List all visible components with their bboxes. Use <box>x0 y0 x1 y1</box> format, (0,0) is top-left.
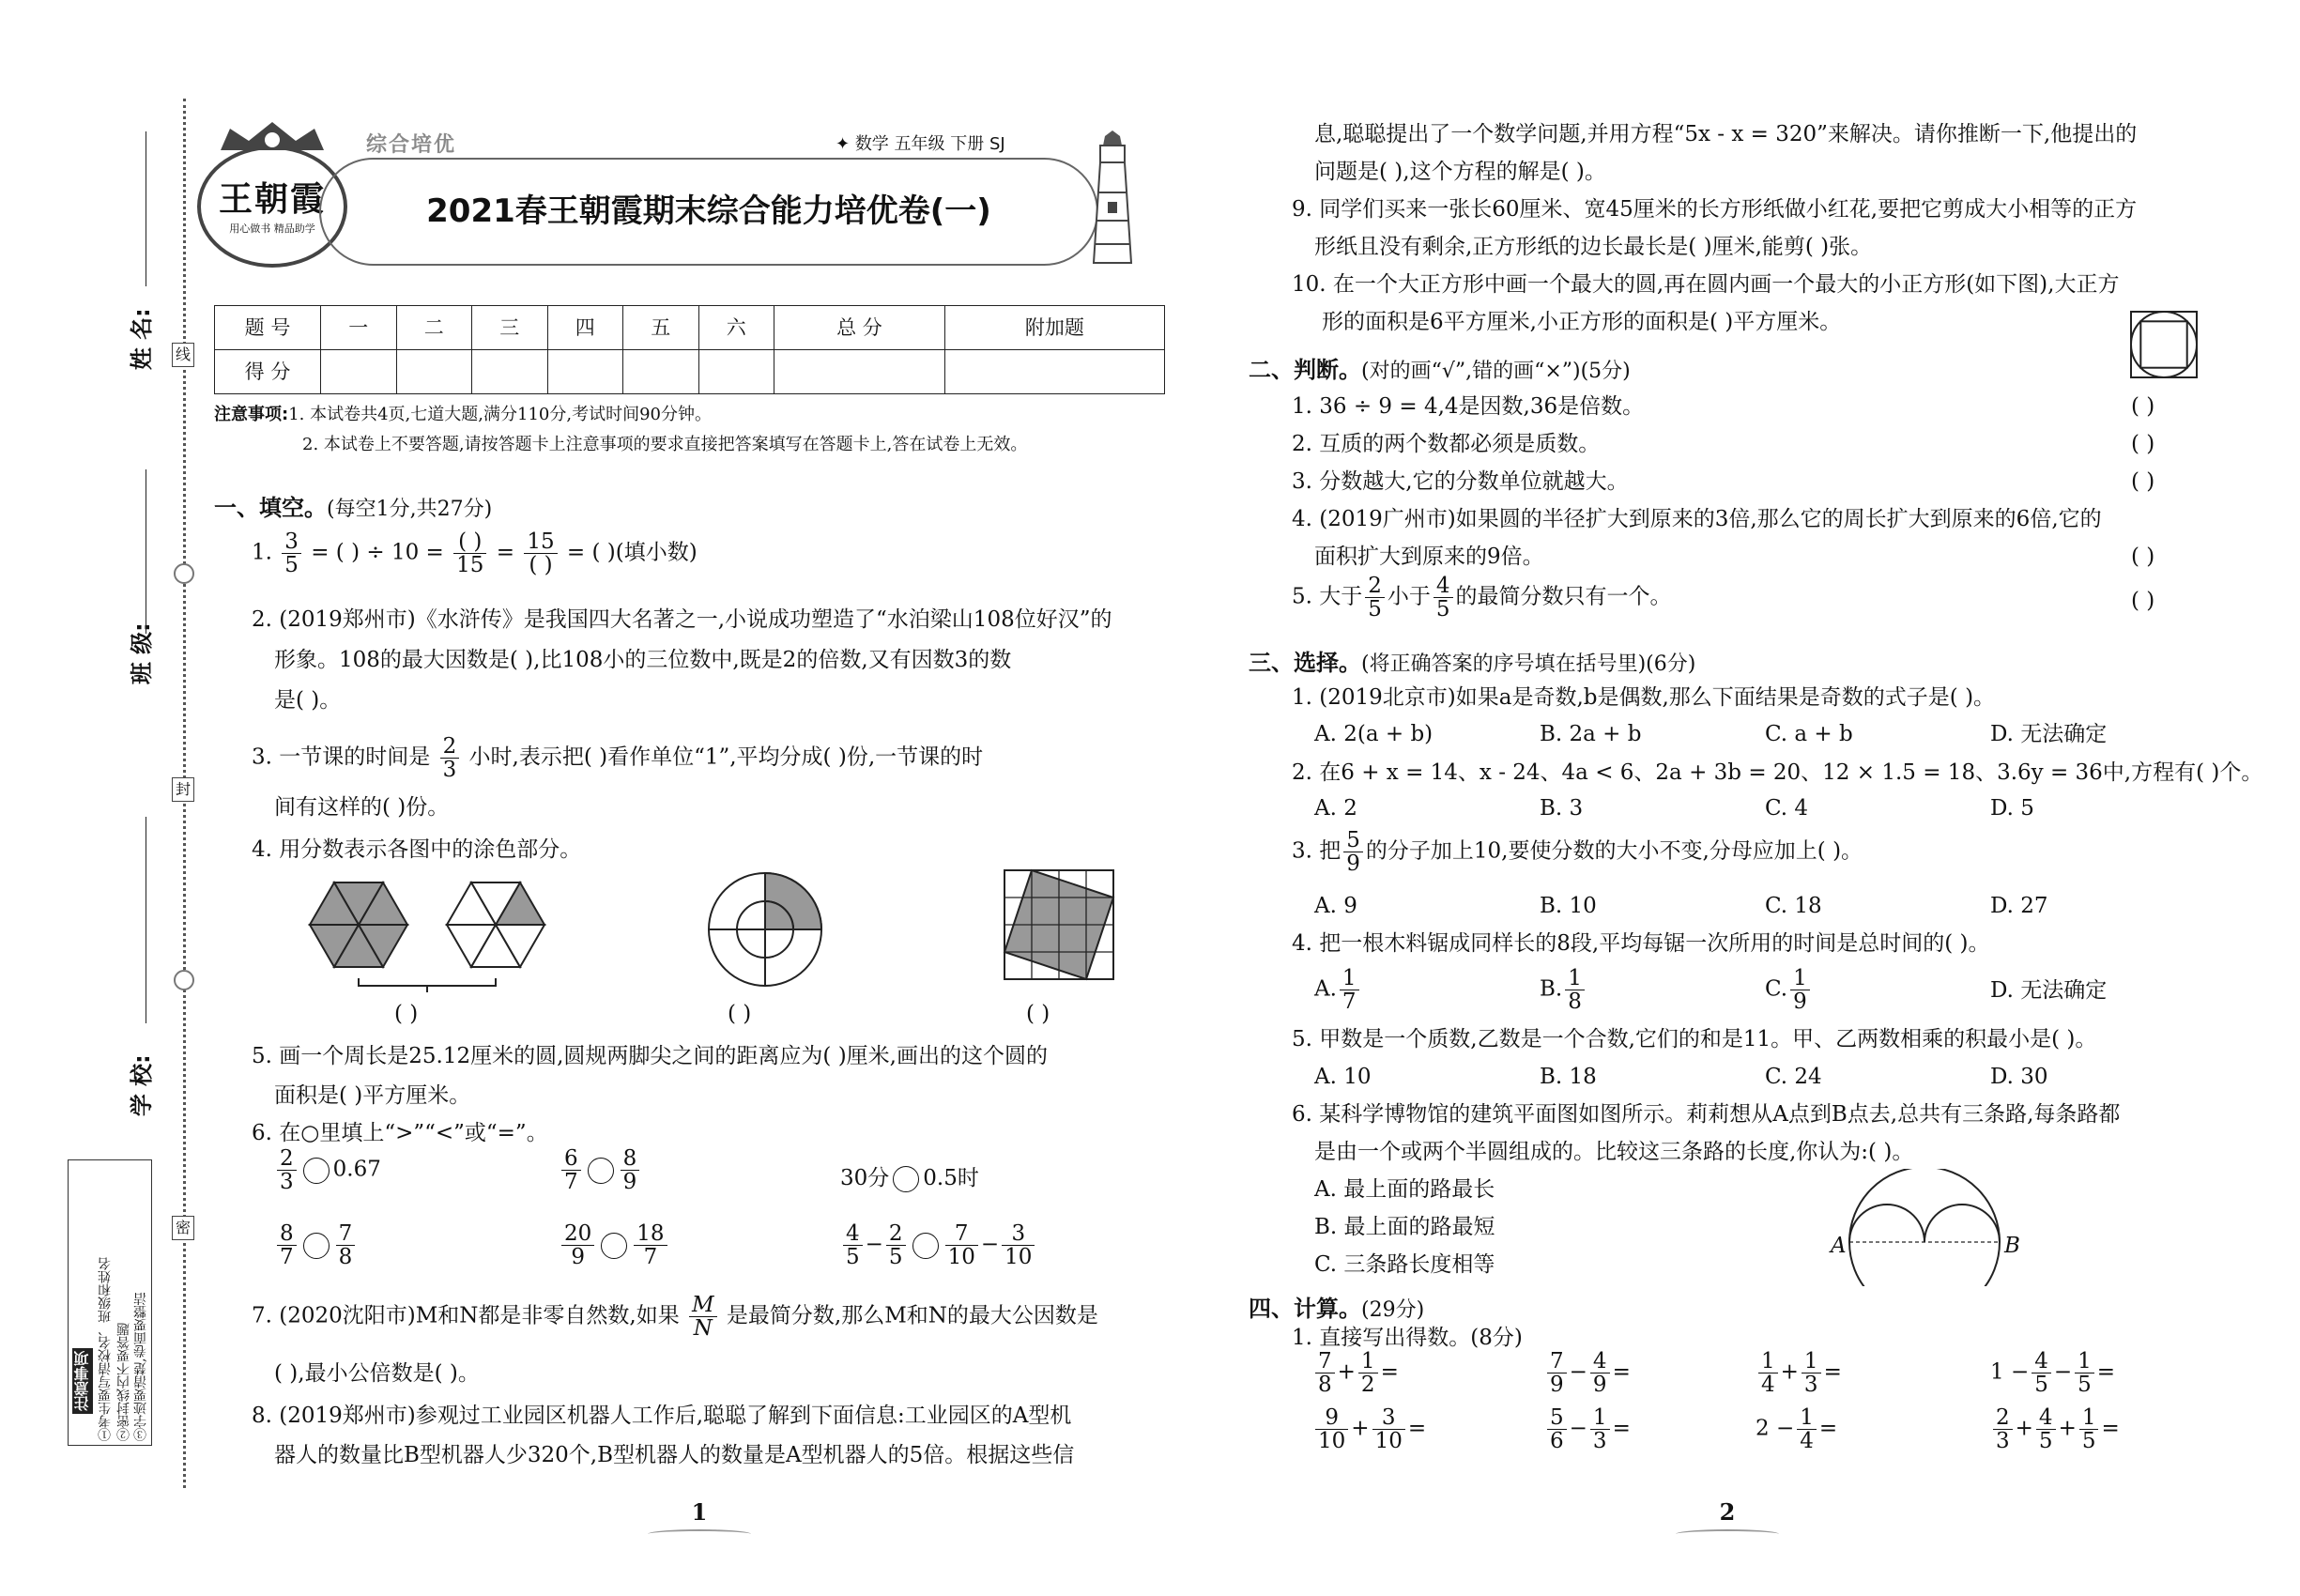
fraction: $\frac{5}{9}$ <box>1343 829 1363 875</box>
calc-item: 1 − $\frac{4}{5}$ − $\frac{1}{5}$ = <box>1990 1349 2116 1398</box>
choice-2-option-d[interactable]: D. 5 <box>1990 796 2034 821</box>
logo-sub: 用心做书 精品助学 <box>229 222 315 235</box>
q-text: 0.5时 <box>923 1166 979 1190</box>
calc-item: 2 − $\frac{1}{4}$ = <box>1756 1405 1838 1454</box>
score-input[interactable] <box>944 350 1164 394</box>
meta-text: 数学 五年级 下册 SJ <box>854 134 1005 154</box>
notice-line-2: ②密封线内不要答题 <box>116 1323 131 1441</box>
binding-ornament-1 <box>174 563 194 584</box>
compare-1 <box>274 1147 381 1193</box>
fraction: $\frac{( )}{15}$ <box>453 530 486 576</box>
choice-6-option-c[interactable]: C. 三条路长度相等 <box>1314 1252 1495 1277</box>
fraction: $\frac{18}{7}$ <box>634 1222 667 1268</box>
square-circle-figure <box>2129 310 2199 379</box>
notice-box <box>68 1159 152 1446</box>
choice-5-option-a[interactable]: A. 10 <box>1314 1065 1372 1089</box>
choice-4-option-a[interactable]: A. $\frac{1}{7}$ <box>1314 967 1362 1013</box>
q-text: 5. 大于 <box>1292 584 1363 609</box>
compare-circle[interactable] <box>912 1233 939 1259</box>
score-cell: 五 <box>623 306 699 350</box>
choice-3 <box>1292 829 1863 875</box>
notice-line-1: ①考生要写清校名、班级和姓名 <box>98 1257 113 1441</box>
fraction: $\frac{7}{10}$ <box>945 1222 978 1268</box>
choice-4-option-d[interactable]: D. 无法确定 <box>1990 978 2108 1003</box>
calc-item: $\frac{9}{10}$ + $\frac{3}{10}$ = <box>1312 1406 1426 1452</box>
notes <box>214 404 712 426</box>
q-num: 1. <box>252 540 272 565</box>
judge-4: 4. (2019广州市)如果圆的半径扩大到原来的3倍,那么它的周长扩大到原来的6倍,它的 <box>1292 507 2102 531</box>
q4-answer-3[interactable]: ( ) <box>1026 1002 1050 1026</box>
section1-heading: 一、填空。 <box>214 495 327 521</box>
fraction: $\frac{15}{( )}$ <box>524 530 557 576</box>
compare-circle[interactable] <box>303 1158 330 1184</box>
question-1-8-line4: 问题是( ),这个方程的解是( )。 <box>1314 160 1606 184</box>
fraction: $\frac{4}{5}$ <box>843 1222 863 1268</box>
school-label: 学 校: <box>128 1054 155 1117</box>
section4-heading: 四、计算。 <box>1249 1296 1361 1322</box>
choice-1-option-b[interactable]: B. 2a + b <box>1540 722 1642 746</box>
choice-2: 2. 在6 + x = 14、x - 24、4a < 6、2a + 3b = 20、12 × 1.5 = 18、3.6y = 36中,方程有( )个。 <box>1292 760 2263 785</box>
name-label: 姓 名: <box>128 308 155 371</box>
sparkle-icon: ✦ <box>836 134 855 154</box>
score-cell: 二 <box>396 306 472 350</box>
question-1-1 <box>252 530 698 576</box>
choice-2-option-c[interactable]: C. 4 <box>1765 796 1809 821</box>
score-cell: 四 <box>547 306 623 350</box>
choice-5-option-b[interactable]: B. 18 <box>1540 1065 1597 1089</box>
score-input[interactable] <box>321 350 397 394</box>
calc-item: $\frac{5}{6}$ − $\frac{1}{3}$ = <box>1544 1406 1631 1452</box>
question-1-6: 6. 在○里填上“>”“<”或“=”。 <box>252 1121 548 1145</box>
judge-paren[interactable]: ( ) <box>2131 545 2155 569</box>
ring-figure <box>704 868 826 990</box>
q4-answer-2[interactable]: ( ) <box>728 1002 752 1026</box>
question-1-4: 4. 用分数表示各图中的涂色部分。 <box>252 837 582 862</box>
choice-2-option-a[interactable]: A. 2 <box>1314 796 1357 821</box>
exam-title: 2021春王朝霞期末综合能力培优卷(一) <box>426 192 991 230</box>
section1-title <box>214 493 492 524</box>
compare-4 <box>274 1222 358 1268</box>
compare-circle[interactable] <box>303 1233 330 1259</box>
score-input[interactable] <box>396 350 472 394</box>
question-1-5-line2: 面积是( )平方厘米。 <box>274 1083 471 1108</box>
choice-6-line2: 是由一个或两个半圆组成的。比较这三条路的长度,你认为:( )。 <box>1314 1140 1914 1164</box>
q-text: = ( )(填小数) <box>566 540 698 565</box>
notes-label: 注意事项: <box>214 405 289 424</box>
binding-mark-seal: 封 <box>172 777 194 802</box>
question-1-5-line1: 5. 画一个周长是25.12厘米的圆,圆规两脚尖之间的距离应为( )厘米,画出的这个圆的 <box>252 1044 1048 1068</box>
meta-label <box>836 133 1005 156</box>
q-text: = <box>496 540 514 565</box>
calc-1-title: 1. 直接写出得数。(8分) <box>1292 1326 1523 1350</box>
q-text: 是最简分数,那么M和N的最大公因数是 <box>726 1303 1098 1328</box>
series-label: 综合培优 <box>366 133 457 157</box>
score-header-row <box>215 306 1165 350</box>
choice-2-option-b[interactable]: B. 3 <box>1540 796 1584 821</box>
class-label: 班 级: <box>128 622 155 685</box>
judge-1: 1. 36 ÷ 9 = 4,4是因数,36是倍数。 <box>1292 394 1645 419</box>
compare-circle[interactable] <box>601 1233 627 1259</box>
title-banner <box>319 158 1098 266</box>
question-1-7-line2: ( ),最小公倍数是( )。 <box>274 1361 480 1386</box>
question-1-10-line2: 形的面积是6平方厘米,小正方形的面积是( )平方厘米。 <box>1322 310 1842 334</box>
choice-3-option-c[interactable]: C. 18 <box>1765 894 1822 918</box>
question-1-9-line1: 9. 同学们买来一张长60厘米、宽45厘米的长方形纸做小红花,要把它剪成大小相等的正方 <box>1292 197 2138 222</box>
choice-1-option-a[interactable]: A. 2(a + b) <box>1314 722 1434 746</box>
calc-item: $\frac{1}{4}$ + $\frac{1}{3}$ = <box>1756 1350 1842 1396</box>
notes-line-2: 2. 本试卷上不要答题,请按答题卡上注意事项的要求直接把答案填写在答题卡上,答在试卷上无效。 <box>302 435 1028 454</box>
question-1-8-line3: 息,聪聪提出了一个数学问题,并用方程“5x - x = 320”来解决。请你推断一下,他提出的 <box>1314 122 2138 146</box>
square-grid-figure <box>1003 868 1115 981</box>
notice-line-3: ③字迹要清楚,卷面要整洁 <box>133 1292 148 1441</box>
question-1-2-line3: 是( )。 <box>274 688 342 713</box>
q-text: 小于 <box>1387 584 1431 609</box>
question-1-8-line1: 8. (2019郑州市)参观过工业园区机器人工作后,聪聪了解到下面信息:工业园区的A型机 <box>252 1404 1072 1428</box>
q-text: 7. (2020沈阳市)M和N都是非零自然数,如果 <box>252 1303 680 1328</box>
choice-4: 4. 把一根木料锯成同样长的8段,平均每锯一次所用的时间是总时间的( )。 <box>1292 931 1990 956</box>
binding-mark-line: 线 <box>172 343 194 367</box>
choice-5-option-c[interactable]: C. 24 <box>1765 1065 1822 1089</box>
question-1-3 <box>252 735 983 781</box>
choice-3-option-a[interactable]: A. 9 <box>1314 894 1357 918</box>
judge-2: 2. 互质的两个数都必须是质数。 <box>1292 432 1601 456</box>
compare-5 <box>559 1222 670 1268</box>
score-cell: 题 号 <box>215 306 321 350</box>
choice-5: 5. 甲数是一个质数,乙数是一个合数,它们的和是11。甲、乙两数相乘的积最小是( )。 <box>1292 1027 2097 1051</box>
logo-crown-icon <box>216 117 329 155</box>
section2-sub: (对的画“√”,错的画“×”)(5分) <box>1361 360 1631 383</box>
question-1-3-line2: 间有这样的( )份。 <box>274 795 450 820</box>
fraction: $\frac{6}{7}$ <box>561 1147 581 1193</box>
fraction: $\frac{4}{5}$ <box>1434 575 1453 621</box>
judge-paren[interactable]: ( ) <box>2131 469 2155 494</box>
choice-6-line1: 6. 某科学博物馆的建筑平面图如图所示。莉莉想从A点到B点去,总共有三条路,每条路都 <box>1292 1102 2121 1127</box>
notice-title: 注意事项 <box>72 1348 93 1414</box>
choice-1-option-c[interactable]: C. a + b <box>1765 722 1853 746</box>
logo-text: 王朝霞 <box>218 179 326 220</box>
fraction: $\frac{M}{N}$ <box>689 1294 717 1340</box>
judge-5 <box>1292 575 1672 621</box>
fraction: $\frac{3}{10}$ <box>1002 1222 1035 1268</box>
section4-title <box>1249 1294 1424 1325</box>
choice-1: 1. (2019北京市)如果a是奇数,b是偶数,那么下面结果是奇数的式子是( )。 <box>1292 685 1996 710</box>
choice-5-option-d[interactable]: D. 30 <box>1990 1065 2048 1089</box>
section3-heading: 三、选择。 <box>1249 650 1361 676</box>
choice-6-option-a[interactable]: A. 最上面的路最长 <box>1314 1177 1495 1202</box>
binding-ornament-2 <box>174 970 194 990</box>
score-input[interactable] <box>623 350 699 394</box>
choice-6-option-b[interactable]: B. 最上面的路最短 <box>1314 1215 1495 1239</box>
q-text: 小时,表示把( )看作单位“1”,平均分成( )份,一节课的时 <box>468 744 984 770</box>
judge-paren[interactable]: ( ) <box>2131 394 2155 419</box>
calc-item: $\frac{7}{9}$ − $\frac{4}{9}$ = <box>1544 1350 1631 1396</box>
q-text: = ( ) ÷ 10 = <box>311 540 444 565</box>
point-a-label: A <box>1831 1234 1847 1258</box>
compare-circle[interactable] <box>893 1166 919 1192</box>
compare-2 <box>559 1147 642 1193</box>
compare-6: $\frac{4}{5}$ − $\frac{2}{5}$ $\frac{7}{10}$ − $\frac{3}{10}$ <box>840 1222 1037 1268</box>
section1-sub: (每空1分,共27分) <box>327 498 493 521</box>
section2-heading: 二、判断。 <box>1249 357 1361 383</box>
question-1-8-line2: 器人的数量比B型机器人少320个,B型机器人的数量是A型机器人的5倍。根据这些信 <box>274 1443 1075 1467</box>
q4-answer-1[interactable]: ( ) <box>394 1002 419 1026</box>
choice-3-option-b[interactable]: B. 10 <box>1540 894 1597 918</box>
hexagon-figure <box>300 864 563 995</box>
choice-3-option-d[interactable]: D. 27 <box>1990 894 2048 918</box>
choice-4-option-b[interactable]: B. $\frac{1}{8}$ <box>1540 967 1587 1013</box>
page-number-2: 2 <box>1676 1497 1779 1539</box>
question-1-2-line1: 2. (2019郑州市)《水浒传》是我国四大名著之一,小说成功塑造了“水泊梁山108位好汉”的 <box>252 607 1112 632</box>
fraction: $\frac{2}{5}$ <box>886 1222 906 1268</box>
section4-sub: (29分) <box>1361 1298 1425 1322</box>
fraction: $\frac{2}{5}$ <box>1365 575 1385 621</box>
compare-circle[interactable] <box>588 1158 614 1184</box>
notes-line-1: 1. 本试卷共4页,七道大题,满分110分,考试时间90分钟。 <box>288 405 712 424</box>
score-input[interactable] <box>774 350 945 394</box>
binding-mark-secret: 密 <box>172 1216 194 1240</box>
question-1-2-line2: 形象。108的最大因数是( ),比108小的三位数中,既是2的倍数,又有因数3的数 <box>274 648 1012 672</box>
fraction: $\frac{3}{5}$ <box>282 530 301 576</box>
score-value-row <box>215 350 1165 394</box>
q-text: 3. 一节课的时间是 <box>252 744 431 770</box>
page-ornament-icon <box>648 1529 751 1539</box>
judge-paren[interactable]: ( ) <box>2131 432 2155 456</box>
q-text: 的分子加上10,要使分数的大小不变,分母应加上( )。 <box>1365 838 1863 864</box>
fraction: $\frac{1}{7}$ <box>1340 967 1359 1013</box>
section2-title <box>1249 355 1631 386</box>
semicircle-paths-figure <box>1840 1169 2009 1286</box>
judge-paren[interactable]: ( ) <box>2131 589 2155 613</box>
score-cell: 一 <box>321 306 397 350</box>
fraction: $\frac{1}{9}$ <box>1790 967 1810 1013</box>
fraction: $\frac{2}{3}$ <box>440 735 460 781</box>
fraction: $\frac{2}{3}$ <box>277 1147 297 1193</box>
score-cell: 总 分 <box>774 306 945 350</box>
section3-sub: (将正确答案的序号填在括号里)(6分) <box>1361 652 1696 676</box>
compare-3 <box>840 1164 979 1193</box>
score-cell: 三 <box>472 306 548 350</box>
section3-title <box>1249 648 1695 679</box>
score-cell: 附加题 <box>944 306 1164 350</box>
fraction: $\frac{1}{8}$ <box>1565 967 1585 1013</box>
score-row-label: 得 分 <box>215 350 321 394</box>
lighthouse-icon <box>1080 127 1145 268</box>
score-cell: 六 <box>698 306 774 350</box>
q-text: 30分 <box>840 1166 890 1190</box>
fraction: $\frac{20}{9}$ <box>561 1222 594 1268</box>
calc-item: $\frac{2}{3}$ + $\frac{4}{5}$ + $\frac{1}{5}$ = <box>1990 1406 2120 1452</box>
point-b-label: B <box>2004 1234 2020 1258</box>
page-number-1: 1 <box>648 1497 751 1539</box>
choice-4-option-c[interactable]: C. $\frac{1}{9}$ <box>1765 967 1813 1013</box>
judge-4-line2: 面积扩大到原来的9倍。 <box>1314 545 1544 569</box>
calc-item: $\frac{7}{8}$ + $\frac{1}{2}$ = <box>1312 1350 1399 1396</box>
question-1-9-line2: 形纸且没有剩余,正方形纸的边长最长是( )厘米,能剪( )张。 <box>1314 235 1873 259</box>
fraction: $\frac{7}{8}$ <box>336 1222 356 1268</box>
fraction: $\frac{8}{7}$ <box>277 1222 297 1268</box>
q-text: 0.67 <box>332 1157 381 1182</box>
score-table <box>214 305 1165 394</box>
choice-1-option-d[interactable]: D. 无法确定 <box>1990 722 2108 746</box>
q-text: 的最简分数只有一个。 <box>1455 584 1672 609</box>
fraction: $\frac{8}{9}$ <box>621 1147 640 1193</box>
page-ornament-icon <box>1676 1529 1779 1539</box>
score-input[interactable] <box>698 350 774 394</box>
score-input[interactable] <box>472 350 548 394</box>
judge-3: 3. 分数越大,它的分数单位就越大。 <box>1292 469 1629 494</box>
question-1-7 <box>252 1294 1098 1340</box>
score-input[interactable] <box>547 350 623 394</box>
question-1-10-line1: 10. 在一个大正方形中画一个最大的圆,再在圆内画一个最大的小正方形(如下图),大正方 <box>1292 272 2120 297</box>
q-text: 3. 把 <box>1292 838 1342 864</box>
